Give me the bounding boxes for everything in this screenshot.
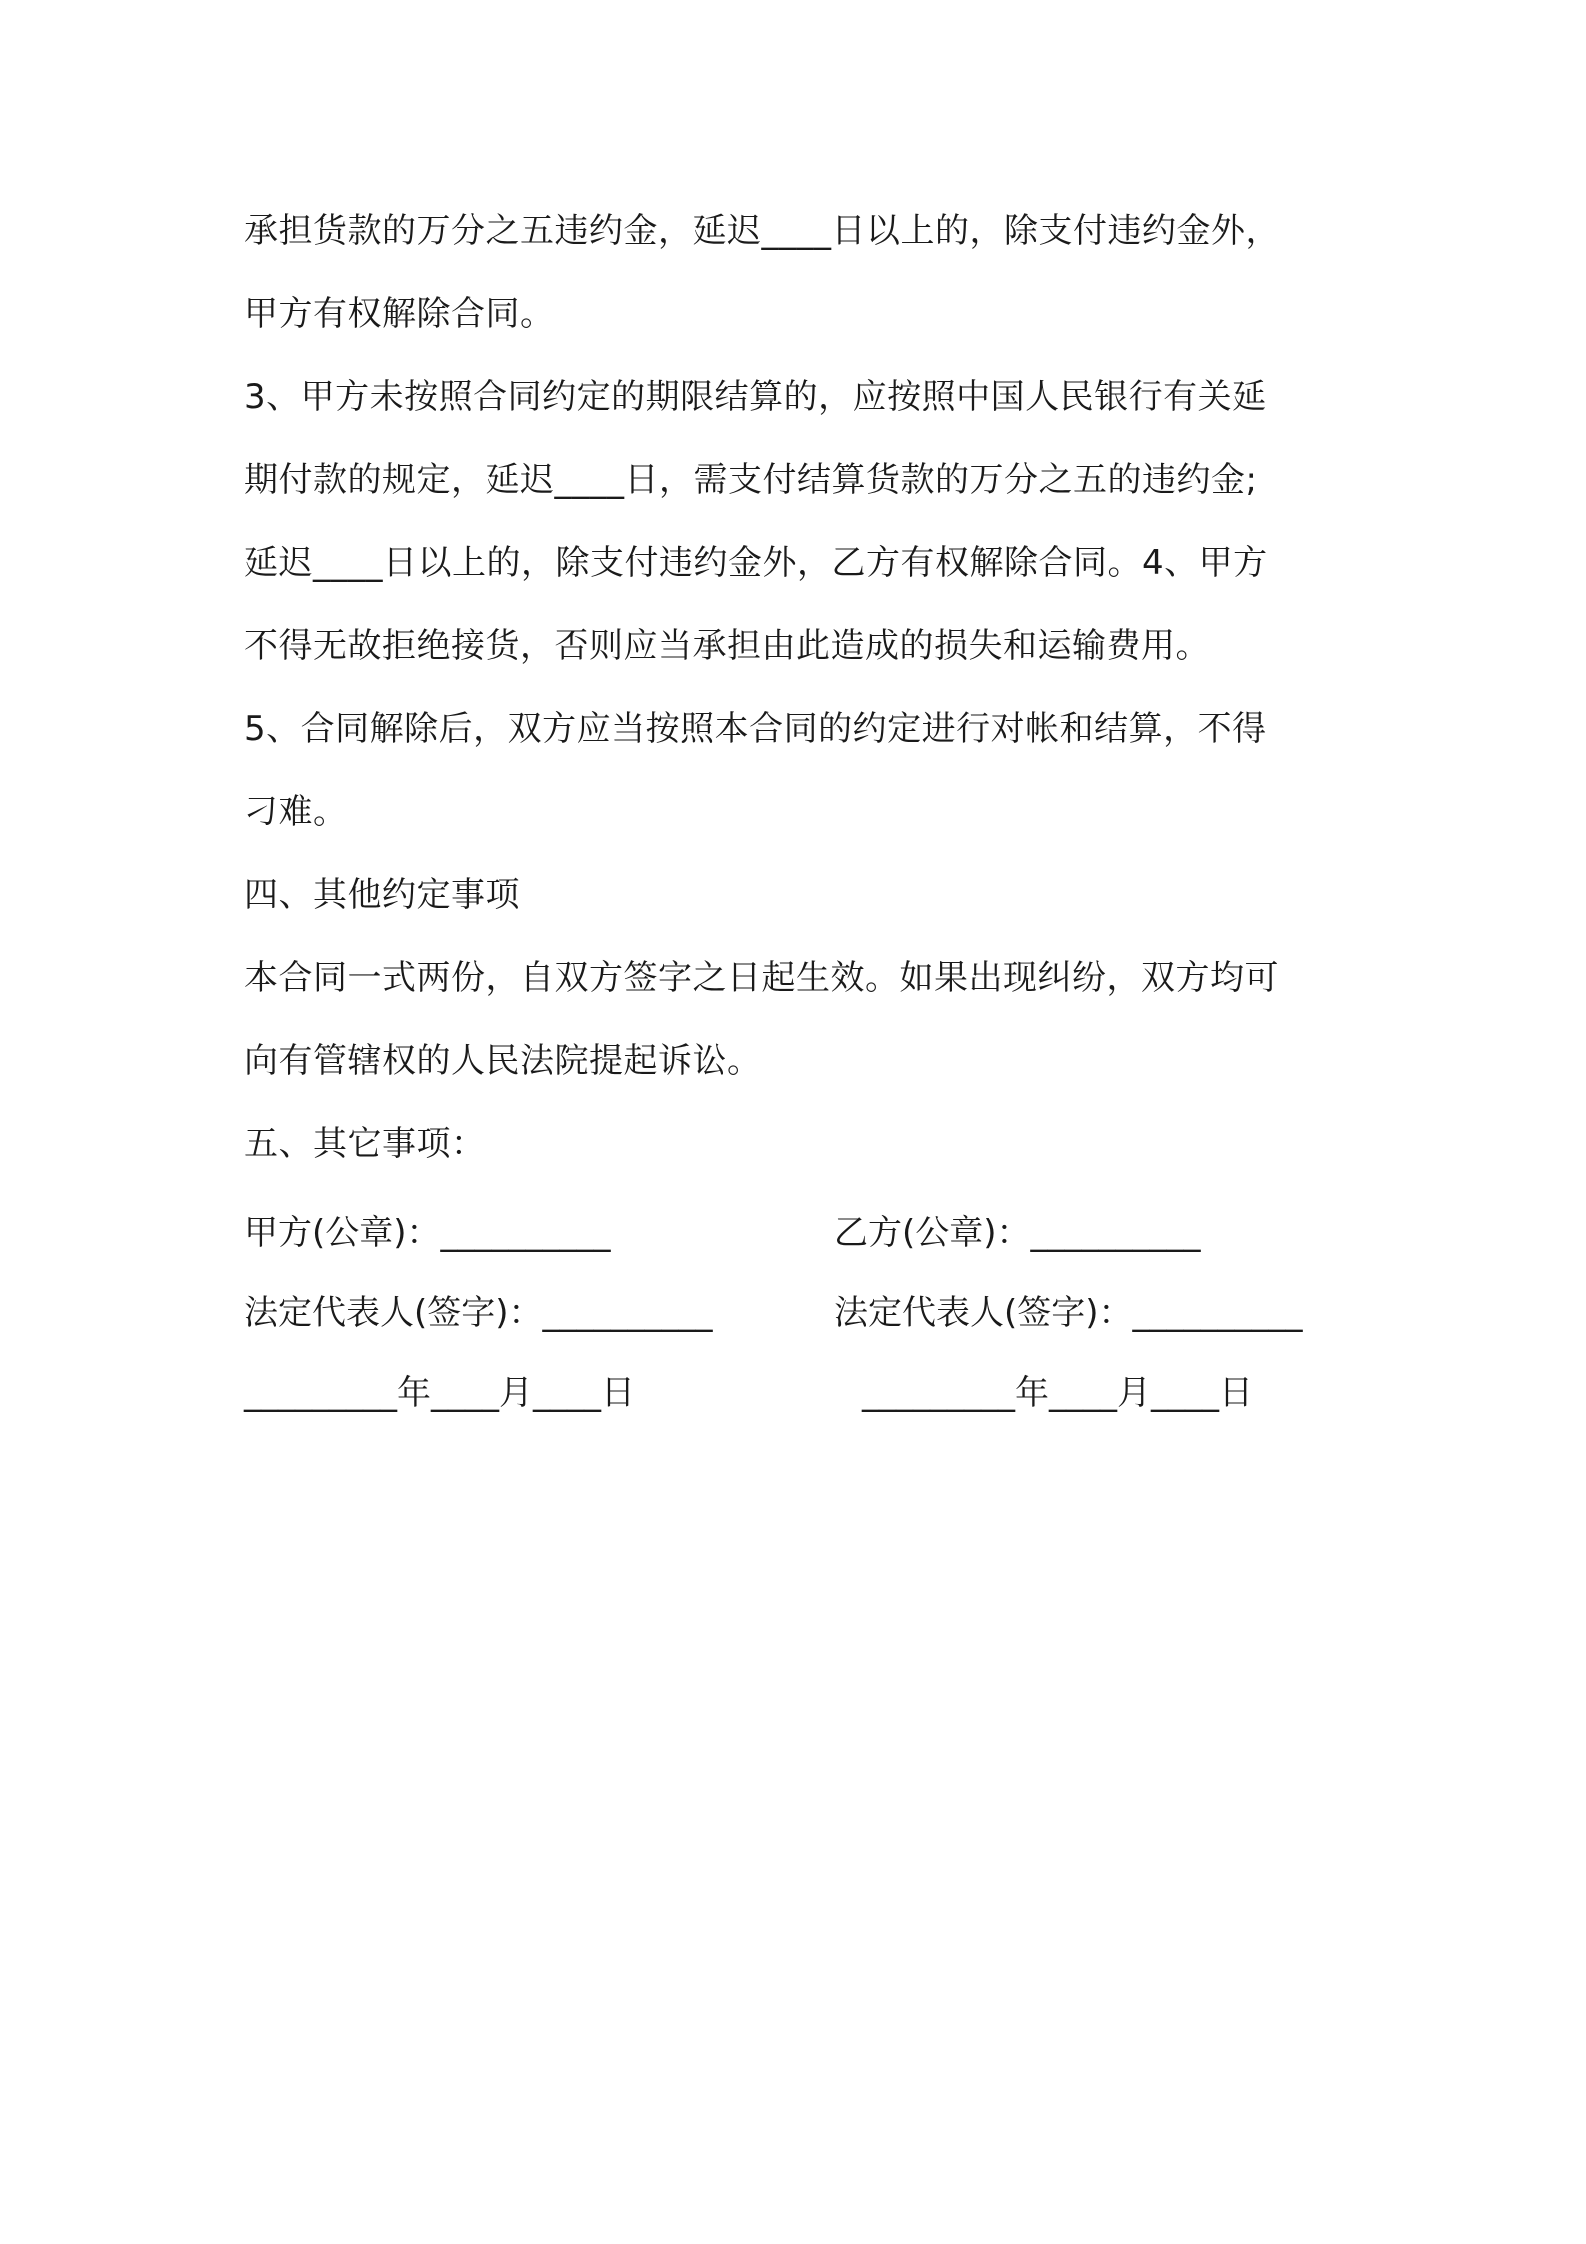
paragraph-line: 延迟____日以上的，除支付违约金外，乙方有权解除合同。4、甲方: [244, 543, 1268, 583]
party-b-representative-field: 法定代表人(签字)：__________: [834, 1293, 1303, 1333]
paragraph-line: 本合同一式两份，自双方签字之日起生效。如果出现纠纷，双方均可: [244, 958, 1279, 998]
paragraph-line: 甲方有权解除合同。: [244, 294, 555, 334]
paragraph-line: 3、甲方未按照合同约定的期限结算的，应按照中国人民银行有关延: [244, 377, 1267, 417]
party-b-seal-field: 乙方(公章)：__________: [834, 1213, 1201, 1253]
section-heading-misc: 五、其它事项：: [244, 1124, 486, 1164]
paragraph-line: 期付款的规定，延迟____日，需支付结算货款的万分之五的违约金;: [244, 460, 1258, 500]
signature-row-date: [244, 1358, 1364, 1438]
party-a-representative-field: 法定代表人(签字)：__________: [244, 1293, 713, 1333]
paragraph-line: 承担货款的万分之五违约金，延迟____日以上的，除支付违约金外，: [244, 211, 1280, 251]
paragraph-line: 刁难。: [244, 792, 348, 832]
party-a-seal-field: 甲方(公章)：__________: [244, 1213, 611, 1253]
party-b-date-field: _________年____月____日: [862, 1373, 1253, 1413]
party-a-date-field: _________年____月____日: [244, 1373, 635, 1413]
document-body: [244, 196, 1364, 1438]
paragraph-line: 不得无故拒绝接货，否则应当承担由此造成的损失和运输费用。: [244, 626, 1210, 666]
signature-row-representative: [244, 1278, 1364, 1358]
paragraph-line: 向有管辖权的人民法院提起诉讼。: [244, 1041, 762, 1081]
signature-row-seal: [244, 1198, 1364, 1278]
section-heading-other-terms: 四、其他约定事项: [244, 875, 520, 915]
paragraph-line: 5、合同解除后，双方应当按照本合同的约定进行对帐和结算，不得: [244, 709, 1267, 749]
